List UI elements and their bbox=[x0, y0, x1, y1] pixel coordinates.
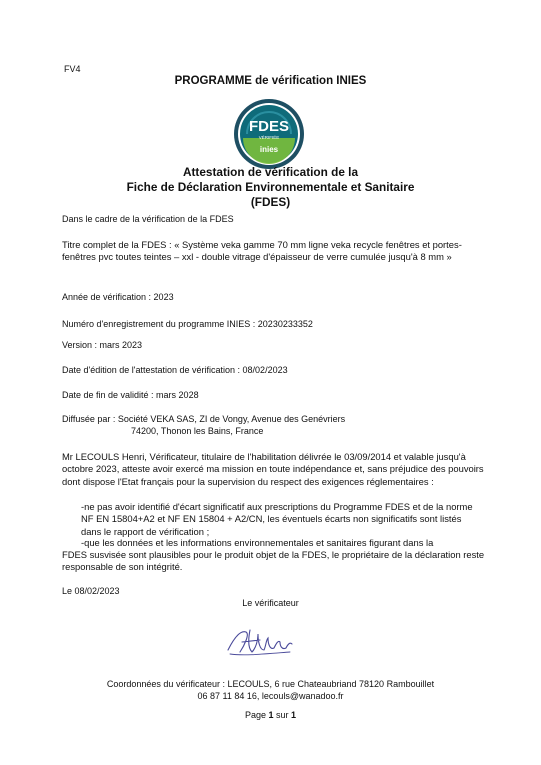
verifier-signature bbox=[220, 620, 298, 662]
registration-number: Numéro d'enregistrement du programme INIES : 20230233352 bbox=[62, 319, 313, 329]
attestation-title-line2: Fiche de Déclaration Environnementale et Sanitaire bbox=[126, 180, 415, 194]
publisher-line2: 74200, Thonon les Bains, France bbox=[131, 426, 264, 436]
statement-item-2: -que les données et les informations environnementales et sanitaires figurant dans la bbox=[81, 537, 434, 548]
attestation-title-line3: (FDES) bbox=[250, 195, 291, 209]
attestation-title-line1: Attestation de vérification de la bbox=[182, 165, 359, 179]
verification-year: Année de vérification : 2023 bbox=[62, 292, 174, 302]
verifier-address: Coordonnées du vérificateur : LECOULS, 6 rue Chateaubriand 78120 Rambouillet bbox=[106, 679, 435, 689]
page-current: 1 bbox=[268, 710, 274, 720]
logo-text-sub: VÉRIFIÉE bbox=[258, 135, 280, 140]
page-sep: sur bbox=[276, 710, 289, 720]
edition-date: Date d'édition de l'attestation de vérification : 08/02/2023 bbox=[62, 365, 288, 375]
attestation-title bbox=[0, 165, 541, 210]
logo-text-main: FDES bbox=[248, 118, 290, 135]
version: Version : mars 2023 bbox=[62, 340, 143, 350]
page-label: Page bbox=[244, 710, 266, 720]
closing-statement: FDES susvisée sont plausibles pour le produit objet de la FDES, le propriétaire de la déclaration reste responsable de son intégrité. bbox=[62, 549, 485, 573]
publisher-line1: Diffusée par : Société VEKA SAS, ZI de Vongy, Avenue des Genévriers bbox=[62, 414, 346, 424]
intro-text: Dans le cadre de la vérification de la FDES bbox=[62, 214, 234, 224]
page-total: 1 bbox=[291, 710, 297, 720]
verifier-statement: Mr LECOULS Henri, Vérificateur, titulaire de l'habilitation délivrée le 03/09/2014 et valable jusqu'à octobre 2023, atteste avoir exercé ma mission en toute indépendance et, sans préjudice des pouvoirs dont dispose l'Etat français pour la supervision du respect des exigences réglementaires : bbox=[62, 451, 484, 487]
fdes-full-title: Titre complet de la FDES : « Système veka gamme 70 mm ligne veka recycle fenêtres et portes-fenêtres pvc toutes teintes – xxl - double vitrage d'épaisseur de verre cumulée jusqu'à 8 mm » bbox=[62, 239, 462, 263]
fdes-verifiee-inies-logo bbox=[233, 98, 305, 170]
statement-item-1: -ne pas avoir identifié d'écart significatif aux prescriptions du Programme FDES et de la norme NF EN 15804+A2 et NF EN 15804 + A2/CN, les éventuels écarts non significatifs sont listés dans le rapport de vérification ; bbox=[81, 501, 473, 537]
verifier-label: Le vérificateur bbox=[242, 598, 299, 608]
signature-date: Le 08/02/2023 bbox=[62, 586, 120, 596]
logo-text-brand: inies bbox=[259, 145, 279, 154]
validity-end-date: Date de fin de validité : mars 2028 bbox=[62, 390, 199, 400]
page-number bbox=[0, 710, 541, 720]
verifier-contact: 06 87 11 84 16, lecouls@wanadoo.fr bbox=[197, 691, 344, 701]
program-title: PROGRAMME de vérification INIES bbox=[174, 75, 367, 87]
document-ref: FV4 bbox=[64, 64, 81, 74]
